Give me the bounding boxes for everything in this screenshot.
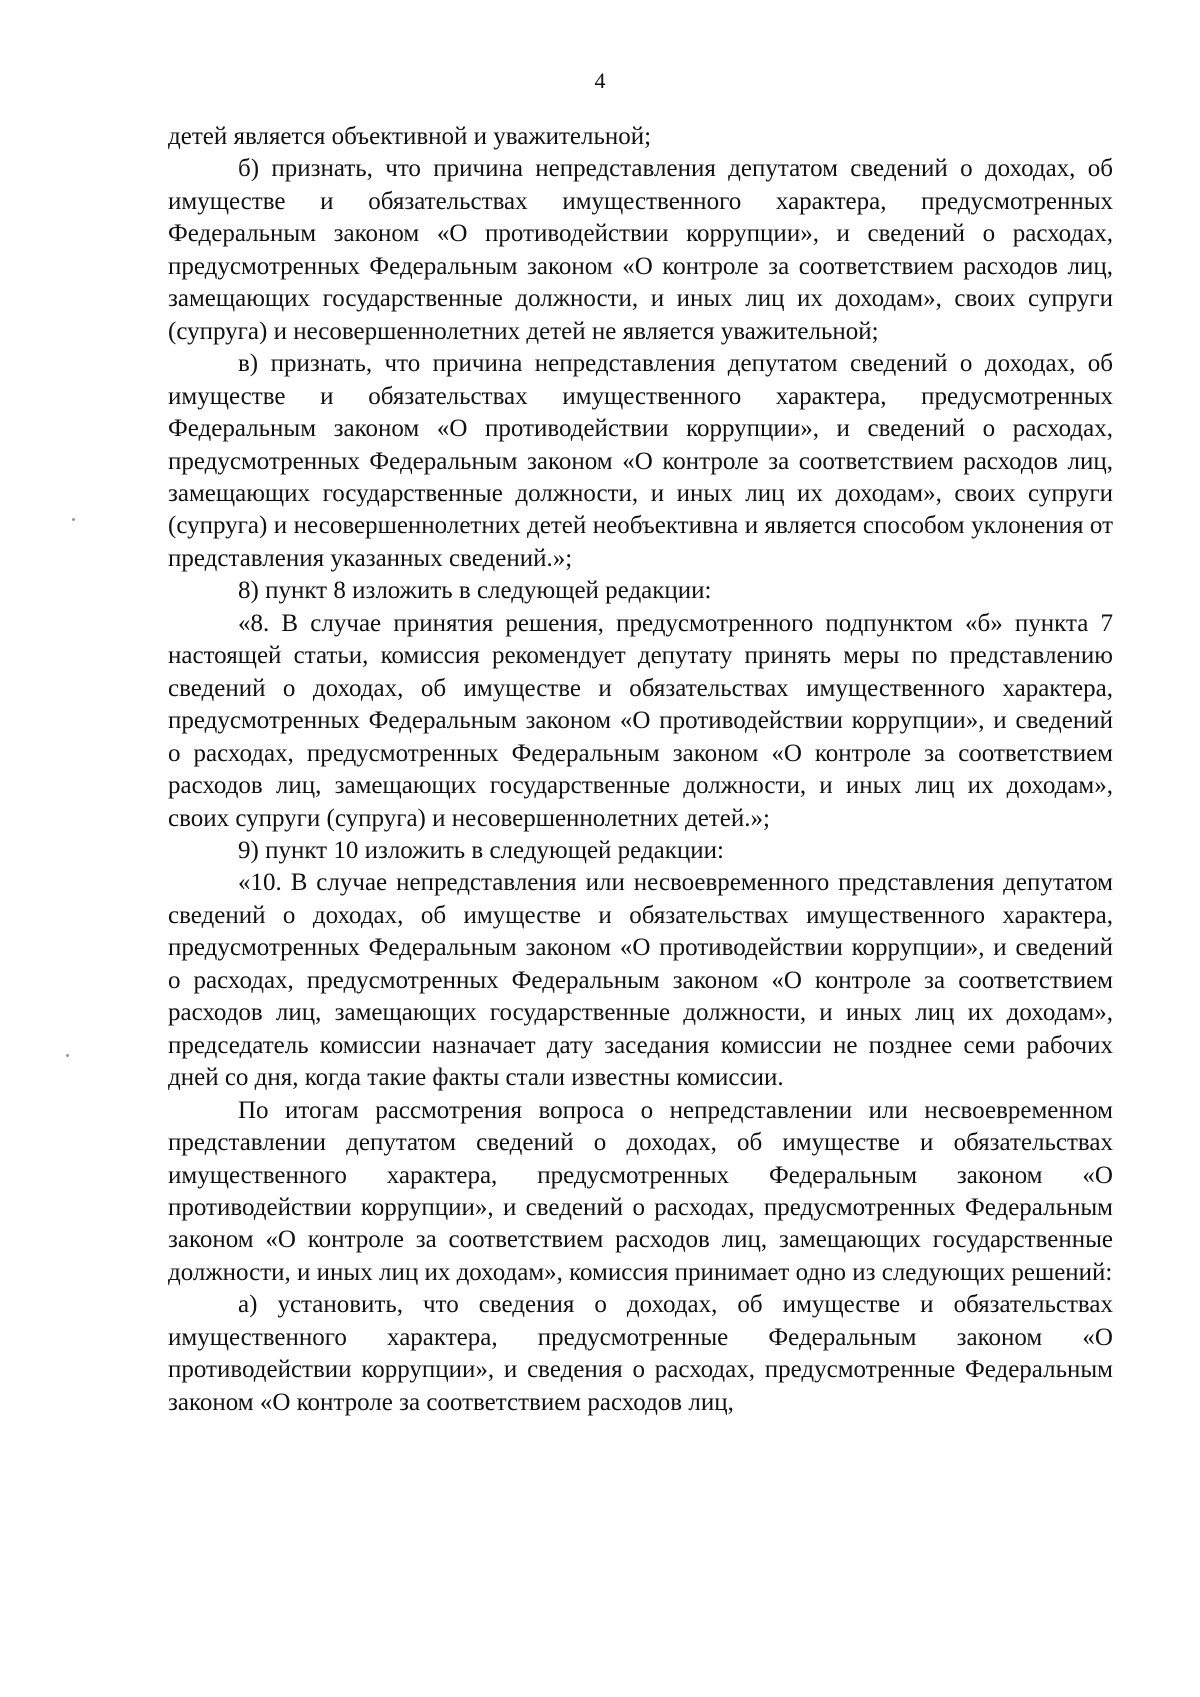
paragraph-item-8-text: «8. В случае принятия решения, предусмотренного подпунктом «б» пункта 7 настоящей статьи, комиссия рекомендует депутату принять меры по представлению сведений о доходах, об имуществе и обязательствах имущественного характера, предусмотренных Федеральным законом «О противодействии коррупции», и сведений о расходах, предусмотренных Федеральным законом «О контроле за соответствием расходов лиц, замещающих государственные должности, и иных лиц их доходам», своих супруги (супруга) и несовершеннолетних детей.»; <box>168 609 1113 832</box>
paragraph-continuation: детей является объективной и уважительной; <box>168 123 652 150</box>
scan-speck <box>72 518 75 521</box>
paragraph-item-9-instruction: 9) пункт 10 изложить в следующей редакции: <box>238 836 724 864</box>
paragraph-item-10-text: «10. В случае непредставления или несвоевременного представления депутатом сведений о доходах, об имуществе и обязательствах имущественного характера, предусмотренных Федеральным законом «О противодействии коррупции», и сведений о расходах, предусмотренных Федеральным законом «О контроле за соответствием расходов лиц, замещающих государственные должности, и иных лиц их доходам», председатель комиссии назначает дату заседания комиссии не позднее семи рабочих дней со дня, когда такие факты стали известны комиссии. <box>168 869 1113 1092</box>
scan-speck <box>66 1054 69 1057</box>
paragraph-review-results: По итогам рассмотрения вопроса о непредставлении или несвоевременном представлении депутатом сведений о доходах, об имуществе и обязательствах имущественного характера, предусмотренных Федеральным законом «О противодействии коррупции», и сведений о расходах, предусмотренных Федеральным законом «О контроле за соответствием расходов лиц, замещающих государственные должности, и иных лиц их доходам», комиссия принимает одно из следующих решений: <box>168 1096 1113 1286</box>
paragraph-subitem-a: а) установить, что сведения о доходах, об имуществе и обязательствах имущественного характера, предусмотренные Федеральным законом «О противодействии коррупции», и сведения о расходах, предусмотренные Федеральным законом «О контроле за соответствием расходов лиц, <box>168 1291 1113 1416</box>
paragraph-item-8-instruction: 8) пункт 8 изложить в следующей редакции: <box>238 577 712 605</box>
document-body <box>168 121 1113 1419</box>
page-number: 4 <box>594 68 606 93</box>
paragraph-subitem-b: б) признать, что причина непредставления депутатом сведений о доходах, об имуществе и обязательствах имущественного характера, предусмотренных Федеральным законом «О противодействии коррупции», и сведений о расходах, предусмотренных Федеральным законом «О контроле за соответствием расходов лиц, замещающих государственные должности, и иных лиц их доходам», своих супруги (супруга) и несовершеннолетних детей не является уважительной; <box>168 155 1113 345</box>
paragraph-subitem-v: в) признать, что причина непредставления депутатом сведений о доходах, об имуществе и обязательствах имущественного характера, предусмотренных Федеральным законом «О противодействии коррупции», и сведений о расходах, предусмотренных Федеральным законом «О контроле за соответствием расходов лиц, замещающих государственные должности, и иных лиц их доходам», своих супруги (супруга) и несовершеннолетних детей необъективна и является способом уклонения от представления указанных сведений.»; <box>168 350 1113 572</box>
